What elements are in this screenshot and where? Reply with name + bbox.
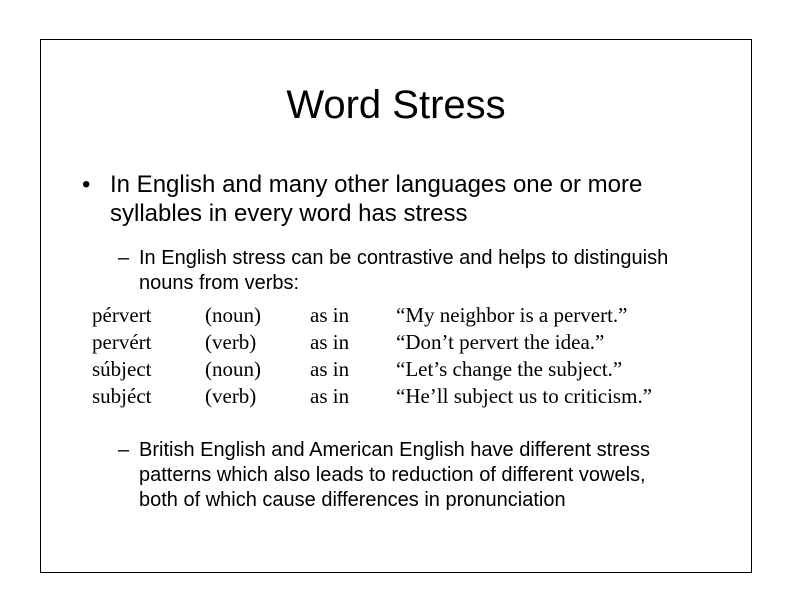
example-sentence: “Let’s change the subject.” (396, 357, 623, 381)
sub-bullet-marker: – (118, 247, 130, 269)
example-connector: as in (310, 330, 350, 354)
example-word: subjéct (92, 384, 152, 408)
sub-bullet-contrastive-text: In English stress can be contrastive and helps to distinguish nouns from verbs: (139, 247, 669, 294)
example-connector: as in (310, 303, 350, 327)
example-pos: (noun) (205, 357, 261, 381)
sub-bullet-marker: – (118, 439, 130, 461)
example-row (92, 302, 652, 329)
example-sentence: “My neighbor is a pervert.” (396, 303, 628, 327)
example-pos: (verb) (205, 330, 257, 354)
example-sentence: “Don’t pervert the idea.” (396, 330, 605, 354)
example-word: súbject (92, 357, 152, 381)
example-connector: as in (310, 357, 350, 381)
example-pos: (verb) (205, 384, 257, 408)
sub-bullet-contrastive (118, 246, 688, 296)
example-word: pervért (92, 330, 152, 354)
sub-bullet-british-american-text: British English and American English have different stress patterns which also leads to reduction of different vowels, both of which cause differences in pronunciation (139, 439, 651, 511)
stress-examples-table (92, 302, 652, 410)
bullet-marker: • (82, 171, 91, 198)
bullet-main-text: In English and many other languages one or more syllables in every word has stress (110, 171, 643, 227)
example-row (92, 383, 652, 410)
example-connector: as in (310, 384, 350, 408)
example-row (92, 356, 652, 383)
example-row (92, 329, 652, 356)
example-pos: (noun) (205, 303, 261, 327)
sub-bullet-british-american (118, 438, 688, 513)
example-word: pérvert (92, 303, 152, 327)
slide-title: Word Stress (286, 83, 506, 127)
bullet-main (82, 170, 682, 228)
example-sentence: “He’ll subject us to criticism.” (396, 384, 653, 408)
